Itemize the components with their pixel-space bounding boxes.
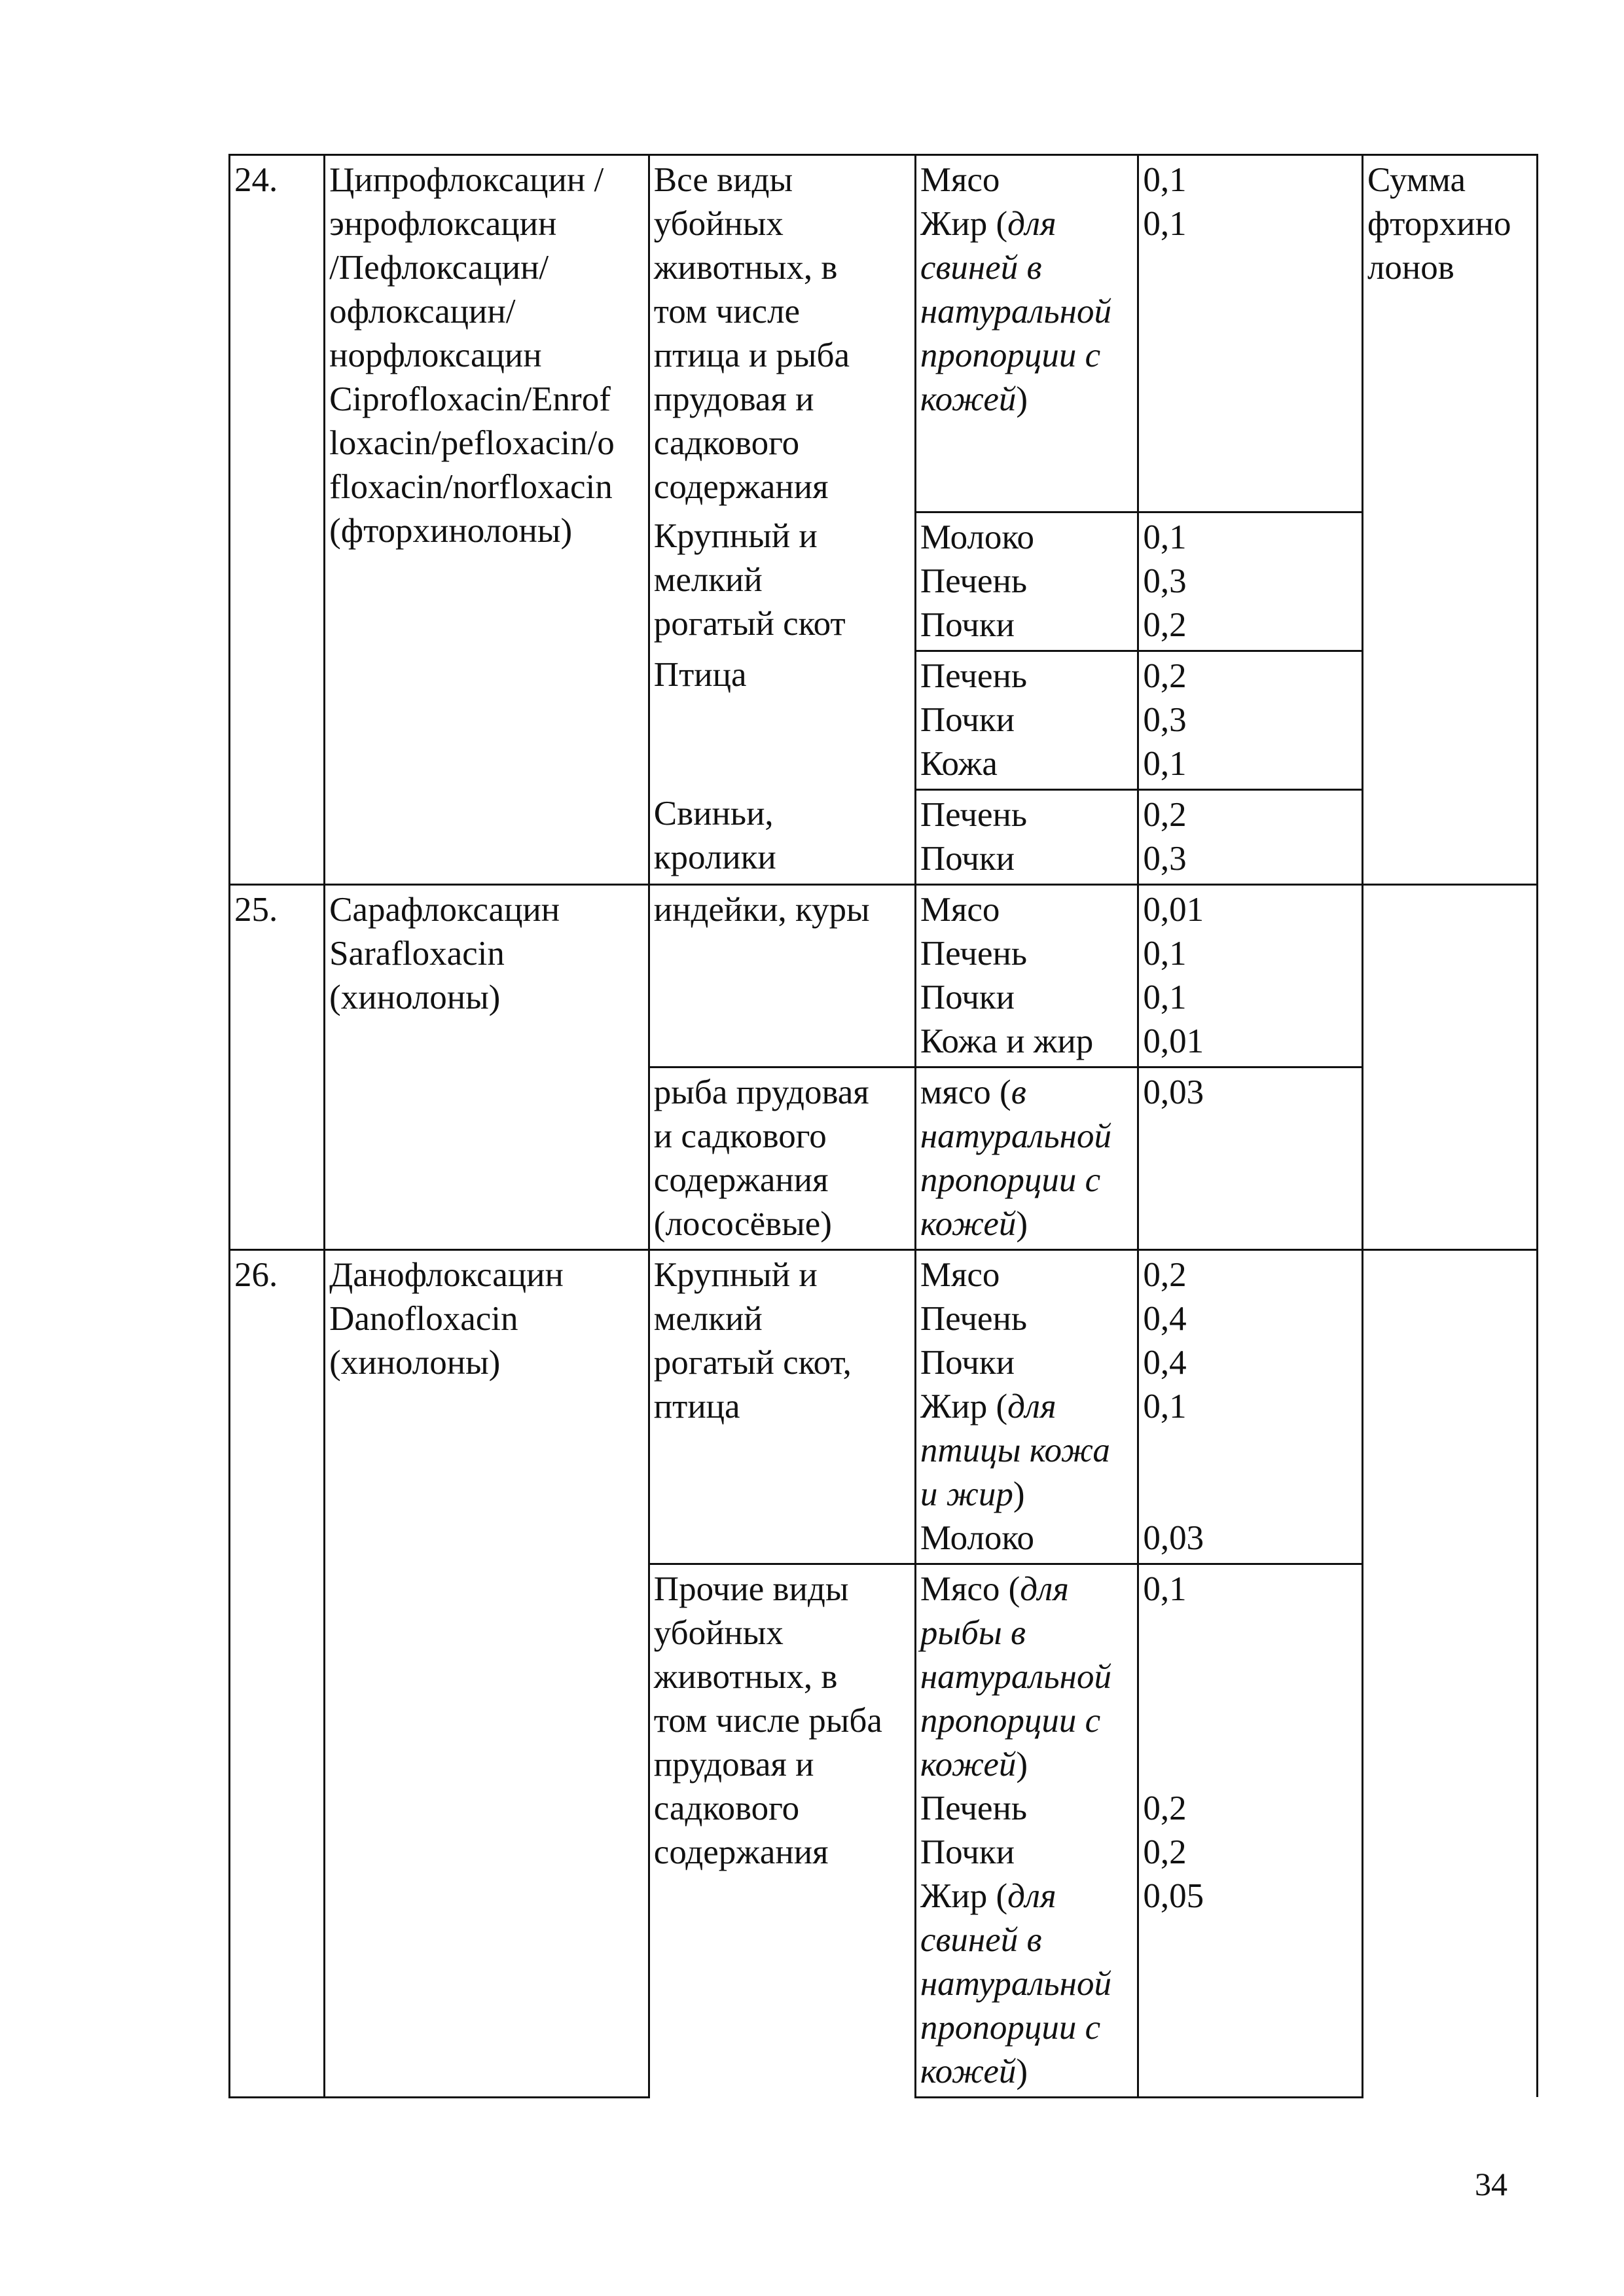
table-row [230,1249,1538,1564]
substance-name: Данофлоксацин Danofloxacin (хинолоны) [325,1249,649,2097]
value-cell: 0,1 0,2 0,2 0,05 [1138,1564,1363,2097]
species-cell: Все виды убойных животных, в том числе птица и рыба прудовая и садкового содержания [649,155,915,512]
species-cell: Крупный и мелкий рогатый скот, птица [649,1249,915,1564]
tissue-cell: Мясо (для рыбы в натуральной пропорции с кожей) Печень Почки Жир (для свиней в натуральной пропорции с кожей) [915,1564,1138,2097]
row-number: 26. [230,1249,325,2097]
tissue-cell: мясо (в натуральной пропорции с кожей) [915,1067,1138,1249]
tissue-cell: Печень Почки [915,789,1138,884]
value-cell: 0,2 0,4 0,4 0,1 0,03 [1138,1249,1363,1564]
value-cell: 0,03 [1138,1067,1363,1249]
value-cell: 0,01 0,1 0,1 0,01 [1138,884,1363,1067]
tissue-cell: Молоко Печень Почки [915,512,1138,651]
table-row [230,884,1538,1067]
note-cell [1362,1249,1537,2097]
value-cell: 0,2 0,3 0,1 [1138,651,1363,789]
value-cell: 0,1 0,3 0,2 [1138,512,1363,651]
species-cell: рыба прудовая и садкового содержания (лососёвые) [649,1067,915,1249]
species-cell: Прочие виды убойных животных, в том числе рыба прудовая и садкового содержания [649,1564,915,2097]
tissue-cell: Мясо Жир (для свиней в натуральной пропорции с кожей) [915,155,1138,512]
substance-name: Ципрофлоксацин / энрофлоксацин /Пефлоксацин/ офлоксацин/ норфлоксацин Ciprofloxacin/Enrof loxacin/pefloxacin/o floxacin/norfloxacin (фторхинолоны) [325,155,649,885]
species-cell: Свиньи, кролики [649,789,915,884]
row-number: 24. [230,155,325,885]
tissue-cell: Мясо Печень Почки Жир (для птицы кожа и жир) Молоко [915,1249,1138,1564]
tissue-cell: Мясо Печень Почки Кожа и жир [915,884,1138,1067]
mrl-table [228,154,1538,2098]
species-cell: Птица [649,651,915,789]
row-number: 25. [230,884,325,1249]
value-cell: 0,2 0,3 [1138,789,1363,884]
note-cell: Сумма фторхино лонов [1362,155,1537,885]
table-row [230,155,1538,512]
species-cell: Крупный и мелкий рогатый скот [649,512,915,651]
value-cell: 0,1 0,1 [1138,155,1363,512]
species-cell: индейки, куры [649,884,915,1067]
substance-name: Сарафлоксацин Sarafloxacin (хинолоны) [325,884,649,1249]
tissue-cell: Печень Почки Кожа [915,651,1138,789]
page-number: 34 [1475,2166,1507,2202]
note-cell [1362,884,1537,1249]
